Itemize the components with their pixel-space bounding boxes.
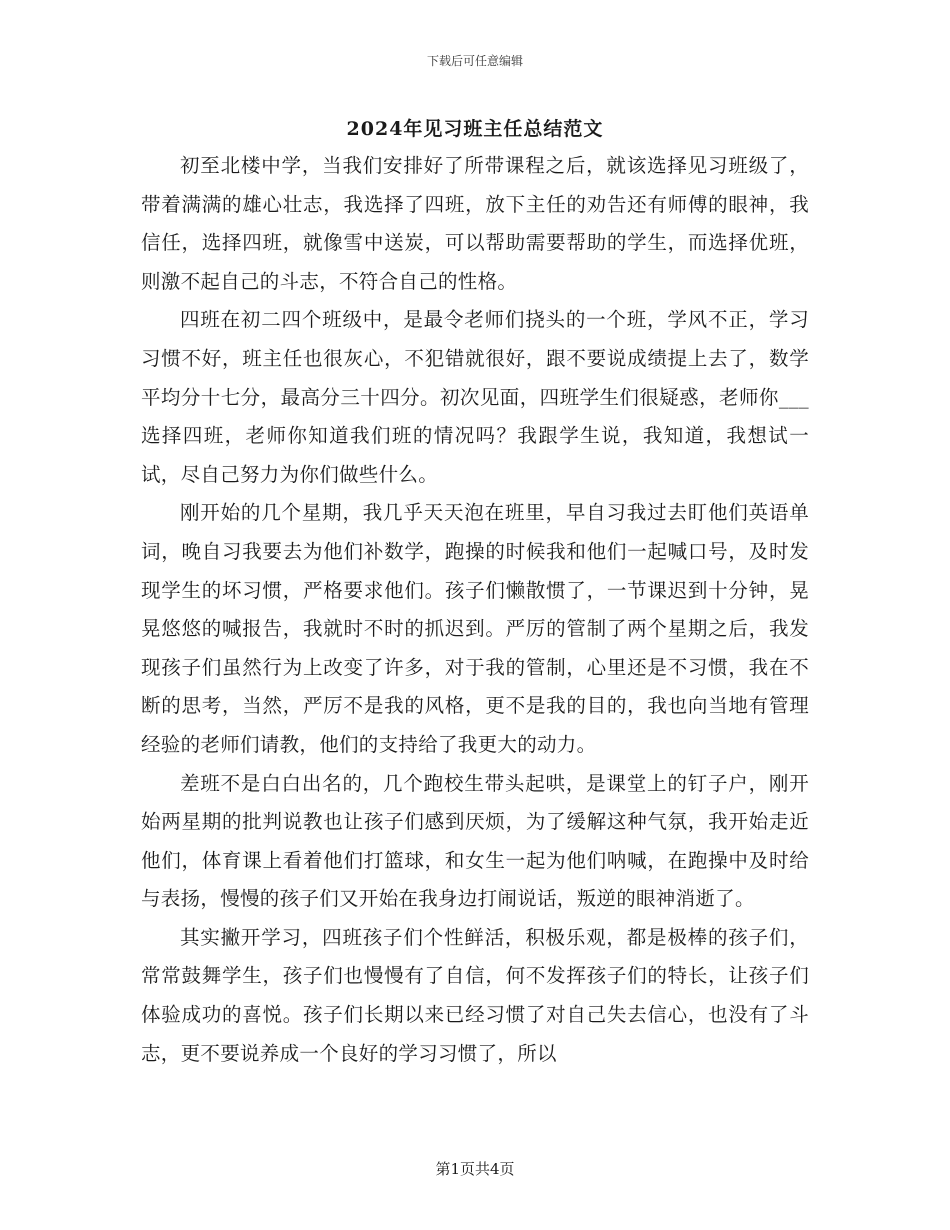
document-body xyxy=(141,147,809,1073)
document-title: 2024年见习班主任总结范文 xyxy=(346,118,604,140)
paragraph: 初至北楼中学，当我们安排好了所带课程之后，就该选择见习班级了，带着满满的雄心壮志，我选择了四班，放下主任的劝告还有师傅的眼神，我信任，选择四班，就像雪中送炭，可以帮助需要帮助的学生，而选择优班，则激不起自己的斗志，不符合自己的性格。 xyxy=(141,154,809,293)
page-number: 第1页共4页 xyxy=(435,1160,515,1178)
paragraph: 刚开始的几个星期，我几乎天天泡在班里，早自习我过去盯他们英语单词，晚自习我要去为他们补数学，跑操的时候我和他们一起喊口号，及时发现学生的坏习惯，严格要求他们。孩子们懒散惯了，一节课迟到十分钟，晃晃悠悠的喊报告，我就时不时的抓迟到。严厉的管制了两个星期之后，我发现孩子们虽然行为上改变了许多，对于我的管制，心里还是不习惯，我在不断的思考，当然，严厉不是我的风格，更不是我的目的，我也向当地有管理经验的老师们请教，他们的支持给了我更大的动力。 xyxy=(141,501,809,756)
paragraph: 四班在初二四个班级中，是最令老师们挠头的一个班，学风不正，学习习惯不好，班主任也很灰心，不犯错就很好，跟不要说成绩提上去了，数学平均分十七分，最高分三十四分。初次见面，四班学生们很疑惑，老师你___选择四班，老师你知道我们班的情况吗？我跟学生说，我知道，我想试一试，尽自己努力为你们做些什么。 xyxy=(141,308,809,486)
paragraph: 其实撇开学习，四班孩子们个性鲜活，积极乐观，都是极棒的孩子们，常常鼓舞学生，孩子们也慢慢有了自信，何不发挥孩子们的特长，让孩子们体验成功的喜悦。孩子们长期以来已经习惯了对自己失去信心，也没有了斗志，更不要说养成一个良好的学习习惯了，所以 xyxy=(141,925,809,1065)
paragraph: 差班不是白白出名的，几个跑校生带头起哄，是课堂上的钉子户，刚开始两星期的批判说教也让孩子们感到厌烦，为了缓解这种气氛，我开始走近他们，体育课上看着他们打篮球，和女生一起为他们呐喊，在跑操中及时给与表扬，慢慢的孩子们又开始在我身边打闹说话，叛逆的眼神消逝了。 xyxy=(141,771,809,911)
header-note: 下载后可任意编辑 xyxy=(426,54,523,68)
